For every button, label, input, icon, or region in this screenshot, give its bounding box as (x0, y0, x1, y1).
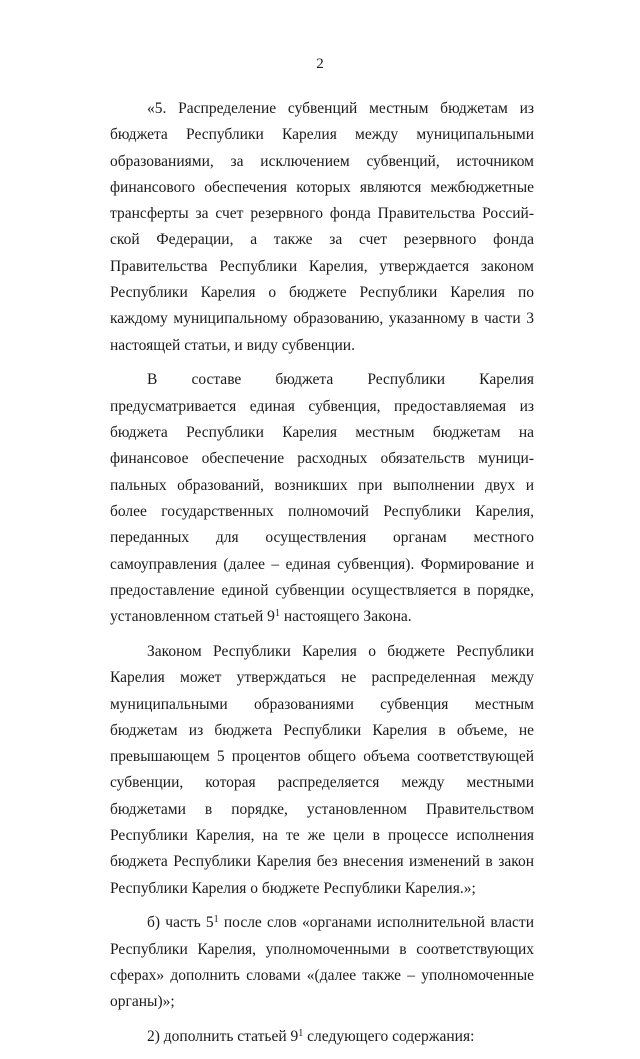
superscript: 1 (298, 1028, 304, 1040)
paragraph-amendment-b (110, 910, 534, 1015)
paragraph-text: настоящего Закона. (279, 608, 412, 626)
paragraph-text: 2) дополнить статьей 9 (147, 1028, 299, 1046)
paragraph-text: после слов «органами исполнительной власти Республики Карелия, уполномоченными в соответствующих сферах» дополнить словами «(далее также – уполномоченные органы)»; (110, 914, 534, 1011)
paragraph-amendment-2 (110, 1024, 534, 1050)
paragraph-unified-subvention (110, 367, 534, 630)
paragraph-text: б) часть 5 (147, 914, 214, 932)
paragraph-text: следующего содержания: (303, 1028, 475, 1046)
page-number: 2 (316, 56, 324, 72)
superscript: 1 (274, 608, 280, 620)
superscript: 1 (213, 914, 219, 926)
paragraph-undistributed-subvention: Законом Республики Карелия о бюджете Республики Карелия может утверждаться не распределенная между муниципальными образованиями субвенция местным бюджетам из бюджета Республики Карелия в объеме, не превышающем 5 процентов общего объема соответствующей субвенции, которая распределяется между местными бюджетами в порядке, установленном Правительством Республики Карелия, на те же цели в процессе исполнения бюджета Республики Карелия без внесения изменений в закон Республики Карелия о бюджете Республики Карелия.»; (110, 642, 534, 897)
paragraph-subvention-distribution: «5. Распределение субвенций местным бюджетам из бюджета Республики Карелия между муниципальными образованиями, за исключением субвенций, источником финансового обеспечения которых являются межбюджетные трансферты за счет резервного фонда Правительства Российской Федерации, а также за счет резервного фонда Правительства Республики Карелия, утверждается законом Республики Карелия о бюджете Республики Карелия по каждому муниципальному образованию, указанному в части 3 настоящей статьи, и виду субвенции. (110, 100, 534, 354)
document-body (110, 96, 534, 1059)
paragraph-text: В составе бюджета Республики Карелия предусматривается единая субвенция, предоставляемая из бюджета Республики Карелия местным бюджетам на финансовое обеспечение расходных обязательств муниципальных образований, возникших при выполнении двух и более государственных полномочий Республики Карелия, переданных для осуществления органам местного самоуправления (далее – единая субвенция). Формирование и предоставление единой субвенции осуществляется в порядке, установленном статьей 9 (110, 371, 534, 626)
